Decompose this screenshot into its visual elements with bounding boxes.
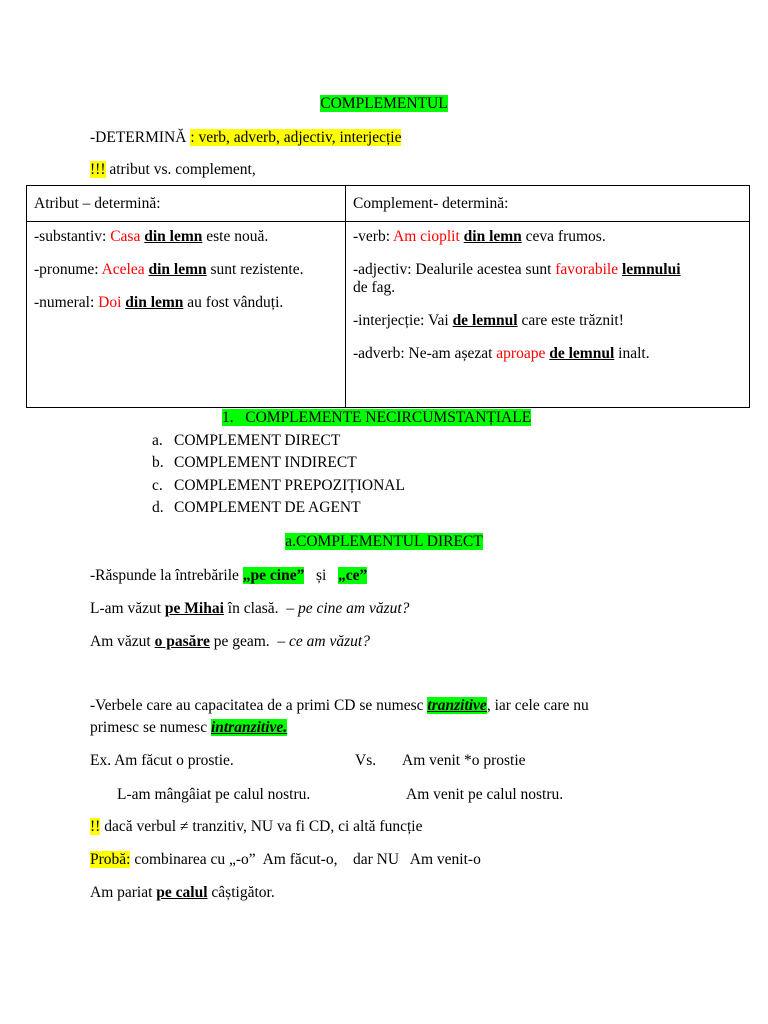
section-heading	[222, 409, 531, 427]
atribut-cell	[27, 222, 346, 408]
atribut-substantiv: -substantiv: Casa din lemn este nouă.	[34, 228, 269, 245]
exclamation-marks: !!!	[90, 161, 106, 178]
proba-label: Probă:	[90, 851, 131, 868]
example-pe-calul: Am pariat pe calul câștigător.	[90, 884, 275, 901]
list-item: d. COMPLEMENT DE AGENT	[152, 499, 361, 516]
proba-line: Probă: combinarea cu „-o” Am făcut-o, dar NU Am venit-o	[90, 851, 481, 868]
complement-cell	[346, 222, 750, 408]
example-row-2-left: L-am mângâiat pe calul nostru.	[117, 786, 311, 803]
list-item: c. COMPLEMENT PREPOZIȚIONAL	[152, 477, 405, 494]
list-item: b. COMPLEMENT INDIRECT	[152, 454, 357, 471]
determina-prefix: -DETERMINĂ	[90, 129, 191, 146]
verbele-line-2: primesc se numesc intranzitive.	[90, 719, 288, 736]
example-row-1-right: Am venit *o prostie	[402, 752, 526, 769]
term-tranzitive: tranzitive	[427, 697, 487, 714]
note-line: !! dacă verbul ≠ tranzitiv, NU va fi CD, ci altă funcție	[90, 818, 423, 835]
example-o-pasare: Am văzut o pasăre pe geam. – ce am văzut?	[90, 633, 370, 650]
example-row-1-vs: Vs.	[355, 752, 377, 769]
table-body-row	[27, 222, 750, 408]
complement-interjectie: -interjecție: Vai de lemnul care este trăznit!	[353, 312, 624, 329]
page-title	[0, 95, 768, 113]
example-row-2-right: Am venit pe calul nostru.	[406, 786, 564, 803]
section-heading-text: 1. COMPLEMENTE NECIRCUMSTANȚIALE	[222, 409, 532, 426]
complement-verb: -verb: Am cioplit din lemn ceva frumos.	[353, 228, 606, 245]
example-pe-mihai: L-am văzut pe Mihai în clasă. – pe cine am văzut?	[90, 600, 410, 617]
list-item: a. COMPLEMENT DIRECT	[152, 432, 341, 449]
subsection-heading-text: a.COMPLEMENTUL DIRECT	[285, 533, 483, 550]
note-marks: !!	[90, 818, 101, 835]
complement-adverb: -adverb: Ne-am așezat aproape de lemnul inalt.	[353, 345, 650, 362]
atribut-numeral: -numeral: Doi din lemn au fost vânduți.	[34, 294, 284, 311]
table-header-row	[27, 186, 750, 222]
raspunde-line: -Răspunde la întrebările „pe cine” și „ce”	[90, 567, 368, 584]
determina-highlight: : verb, adverb, adjectiv, interjecție	[190, 129, 402, 146]
example-row-1-left: Ex. Am făcut o prostie.	[90, 752, 234, 769]
atribut-vs-line	[90, 161, 256, 179]
term-intranzitive: intranzitive.	[210, 719, 288, 736]
question-ce: „ce”	[337, 567, 368, 584]
atribut-vs-text: atribut vs. complement,	[105, 161, 256, 178]
verbele-line-1: -Verbele care au capacitatea de a primi CD se numesc tranzitive, iar cele care nu	[90, 697, 589, 714]
header-complement: Complement- determină:	[346, 186, 750, 222]
determina-line	[90, 129, 401, 147]
header-atribut: Atribut – determină:	[27, 186, 346, 222]
complement-adjectiv: -adjectiv: Dealurile acestea sunt favorabile lemnului de fag.	[353, 261, 681, 296]
question-pe-cine: „pe cine”	[242, 567, 305, 584]
atribut-pronume: -pronume: Acelea din lemn sunt rezistente.	[34, 261, 304, 278]
comparison-table	[26, 185, 750, 408]
title-text: COMPLEMENTUL	[320, 95, 448, 112]
subsection-heading	[0, 533, 768, 551]
